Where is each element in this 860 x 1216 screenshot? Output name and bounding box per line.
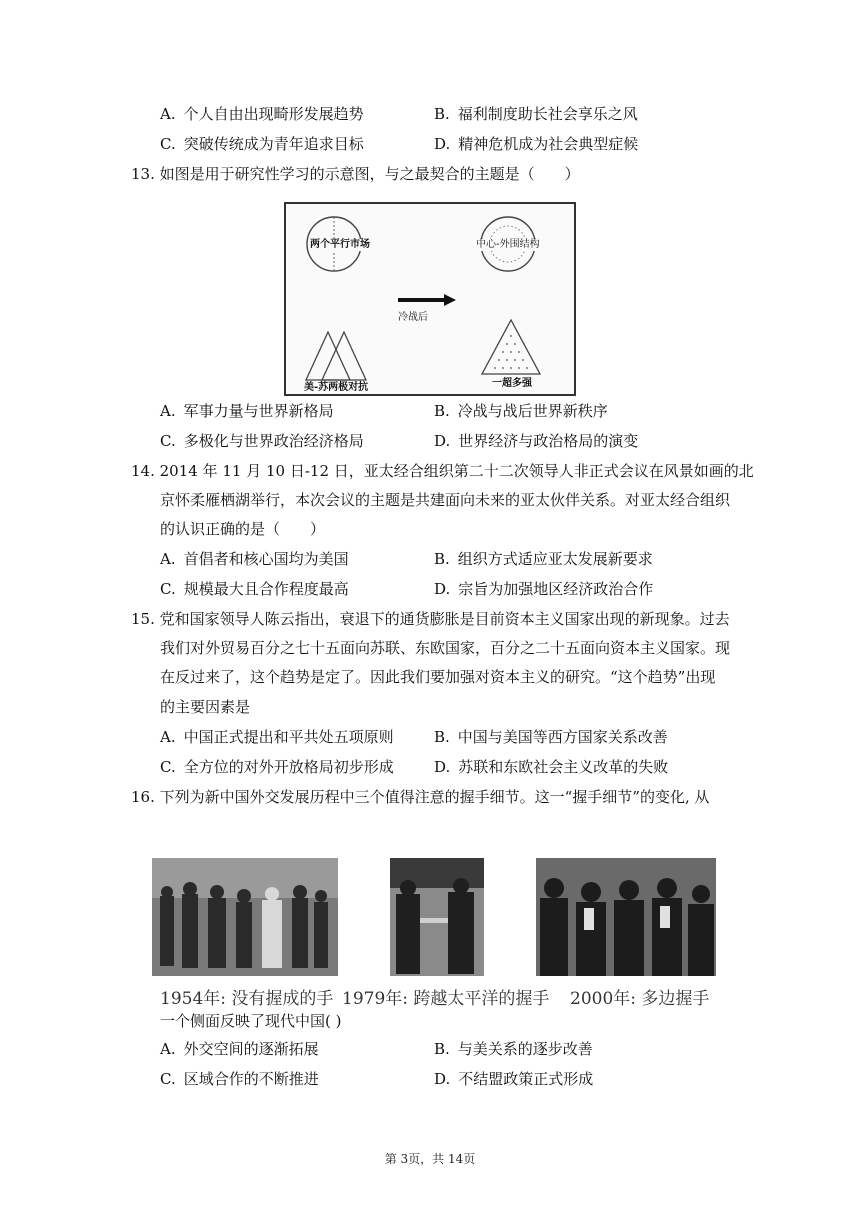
q15-stem-line-1: 15. 党和国家领导人陈云指出，衰退下的通货膨胀是目前资本主义国家出现的新现象。过去: [131, 610, 730, 628]
diagram-label-one-superpower-many-powers: 一超多强: [492, 378, 532, 389]
q14-stem-line-1: 14. 2014 年 11 月 10 日-12 日，亚太经合组织第二十二次领导人非正式会议在风景如画的北: [131, 462, 754, 480]
q13-option-b: B. 冷战与战后世界新秩序: [434, 402, 608, 420]
q13-option-d: D. 世界经济与政治格局的演变: [434, 432, 639, 450]
q15-option-c: C. 全方位的对外开放格局初步形成: [160, 758, 394, 776]
q14-option-b: B. 组织方式适应亚太发展新要求: [434, 550, 653, 568]
q13-stem: 13. 如图是用于研究性学习的示意图，与之最契合的主题是（ ）: [131, 165, 580, 183]
caption-1979: 1979年: 跨越太平洋的握手: [342, 989, 550, 1009]
q15-number: 15.: [131, 610, 155, 628]
q16-option-b: B. 与美关系的逐步改善: [434, 1040, 593, 1058]
q14-stem-line-2: 京怀柔雁栖湖举行，本次会议的主题是共建面向未来的亚太伙伴关系。对亚太经合组织: [160, 491, 731, 509]
q14-stem-line-3: 的认识正确的是（ ）: [160, 520, 326, 538]
caption-2000: 2000年: 多边握手: [570, 989, 710, 1009]
q14-option-c: C. 规模最大且合作程度最高: [160, 580, 349, 598]
photo-1954-graphics: [152, 858, 338, 976]
q13-option-a: A. 军事力量与世界新格局: [160, 402, 334, 420]
q12-option-d: D. 精神危机成为社会典型症候: [434, 135, 639, 153]
q14-option-d: D. 宗旨为加强地区经济政治合作: [434, 580, 654, 598]
diagram-label-us-soviet-bipolar: 美-苏两极对抗: [304, 382, 369, 393]
q15-option-a: A. 中国正式提出和平共处五项原则: [160, 728, 394, 746]
photo-1954-handshake: [152, 858, 338, 976]
q14-number: 14.: [131, 462, 155, 480]
photo-2000-handshake: [536, 858, 716, 976]
diagram-label-two-parallel-markets: 两个平行市场: [310, 239, 370, 250]
q12-option-a: A. 个人自由出现畸形发展趋势: [160, 105, 364, 123]
q16-option-c: C. 区域合作的不断推进: [160, 1070, 319, 1088]
photo-1979-handshake: [390, 858, 484, 976]
diagram-label-core-periphery: 中心-外围结构: [476, 239, 540, 250]
q16-option-a: A. 外交空间的逐渐拓展: [160, 1040, 319, 1058]
q12-option-c: C. 突破传统成为青年追求目标: [160, 135, 364, 153]
q16-stem-line-1: 16. 下列为新中国外交发展历程中三个值得注意的握手细节。这一“握手细节”的变化, 从: [131, 788, 710, 806]
photo-1979-graphics: [390, 858, 484, 976]
q15-stem-line-3: 在反过来了，这个趋势是定了。因此我们要加强对资本主义的研究。“这个趋势”出现: [160, 668, 716, 686]
page-footer: 第 3页，共 14页: [384, 1152, 476, 1166]
q13-option-c: C. 多极化与世界政治经济格局: [160, 432, 364, 450]
caption-1954: 1954年: 没有握成的手: [160, 989, 334, 1009]
q16-option-d: D. 不结盟政策正式形成: [434, 1070, 594, 1088]
q13-number: 13.: [131, 165, 155, 183]
q15-option-d: D. 苏联和东欧社会主义改革的失败: [434, 758, 669, 776]
q13-diagram: [284, 202, 576, 396]
dotted-triangle-multipolar-icon: [482, 320, 540, 374]
diagram-graphics: [286, 204, 574, 394]
q12-option-b: B. 福利制度助长社会享乐之风: [434, 105, 638, 123]
q15-stem-line-2: 我们对外贸易百分之七十五面向苏联、东欧国家，百分之二十五面向资本主义国家。现: [160, 639, 731, 657]
q14-option-a: A. 首倡者和核心国均为美国: [160, 550, 349, 568]
photo-2000-graphics: [536, 858, 716, 976]
two-triangles-bipolar-icon: [306, 332, 366, 380]
q15-stem-line-4: 的主要因素是: [160, 698, 251, 716]
q15-option-b: B. 中国与美国等西方国家关系改善: [434, 728, 668, 746]
q16-number: 16.: [131, 788, 155, 806]
diagram-label-post-cold-war: 冷战后: [398, 312, 428, 323]
arrow-right-icon: [398, 294, 456, 306]
q16-stem-line-2: 一个侧面反映了现代中国( ): [160, 1012, 342, 1030]
